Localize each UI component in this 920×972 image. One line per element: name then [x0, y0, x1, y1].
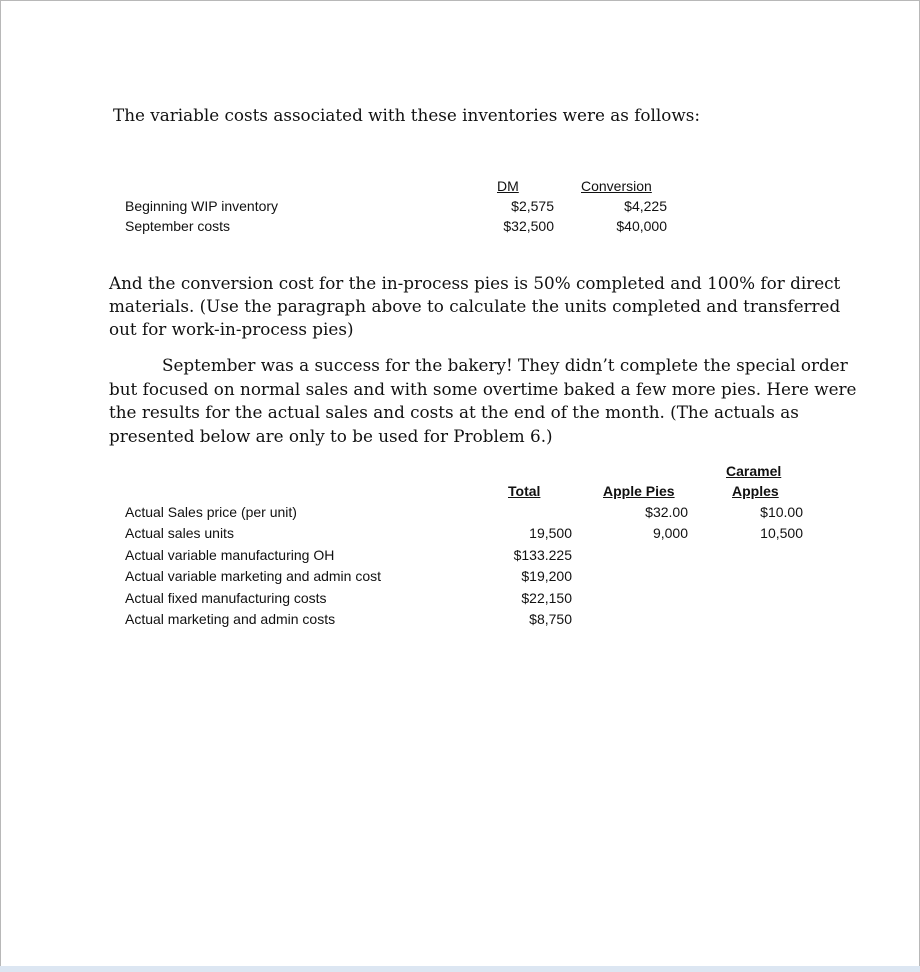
viewer-bottom-edge	[0, 966, 920, 972]
actuals-row-total: $133.225	[513, 547, 572, 563]
actuals-row-total: $22,150	[521, 590, 572, 606]
paragraph-line: out for work-in-process pies)	[109, 319, 354, 339]
actuals-row-apple-pies: $32.00	[645, 504, 688, 520]
actuals-row-total: $19,200	[521, 568, 572, 584]
total-header: Total	[508, 483, 541, 499]
apple-pies-header: Apple Pies	[603, 483, 675, 499]
actuals-row-apple-pies: 9,000	[652, 525, 688, 541]
actuals-row-label: Actual variable manufacturing OH	[125, 547, 335, 563]
inventory-row-conversion: $40,000	[616, 218, 667, 234]
actuals-row-label: Actual marketing and admin costs	[125, 611, 336, 627]
actuals-row-label: Actual sales units	[125, 525, 234, 541]
intro-text: The variable costs associated with these inventories were as follows:	[113, 105, 700, 125]
paragraph-line: materials. (Use the paragraph above to calculate the units completed and transferred	[109, 296, 841, 316]
actuals-row-label: Actual fixed manufacturing costs	[125, 590, 327, 606]
inventory-row-label: September costs	[125, 218, 231, 234]
paragraph-line: but focused on normal sales and with some overtime baked a few more pies. Here were	[109, 379, 857, 399]
actuals-row-total: $8,750	[529, 611, 572, 627]
actuals-row-caramel-apples: $10.00	[760, 504, 803, 520]
paragraph-line: And the conversion cost for the in-process pies is 50% completed and 100% for direct	[109, 273, 841, 293]
dm-header: DM	[497, 178, 519, 194]
inventory-row-dm: $2,575	[511, 198, 554, 214]
caramel-apples-header: Apples	[732, 483, 779, 499]
paragraph-line: September was a success for the bakery! They didn’t complete the special order	[162, 355, 848, 375]
paragraph-line: the results for the actual sales and costs at the end of the month. (The actuals as	[109, 402, 799, 422]
caramel-apples-header: Caramel	[726, 463, 782, 479]
inventory-row-dm: $32,500	[503, 218, 554, 234]
inventory-row-label: Beginning WIP inventory	[125, 198, 279, 214]
actuals-row-total: 19,500	[529, 525, 572, 541]
conversion-header: Conversion	[581, 178, 652, 194]
actuals-row-label: Actual variable marketing and admin cost	[125, 568, 382, 584]
paragraph-line: presented below are only to be used for Problem 6.)	[109, 426, 553, 446]
actuals-row-label: Actual Sales price (per unit)	[125, 504, 297, 520]
inventory-row-conversion: $4,225	[624, 198, 667, 214]
actuals-row-caramel-apples: 10,500	[760, 525, 803, 541]
